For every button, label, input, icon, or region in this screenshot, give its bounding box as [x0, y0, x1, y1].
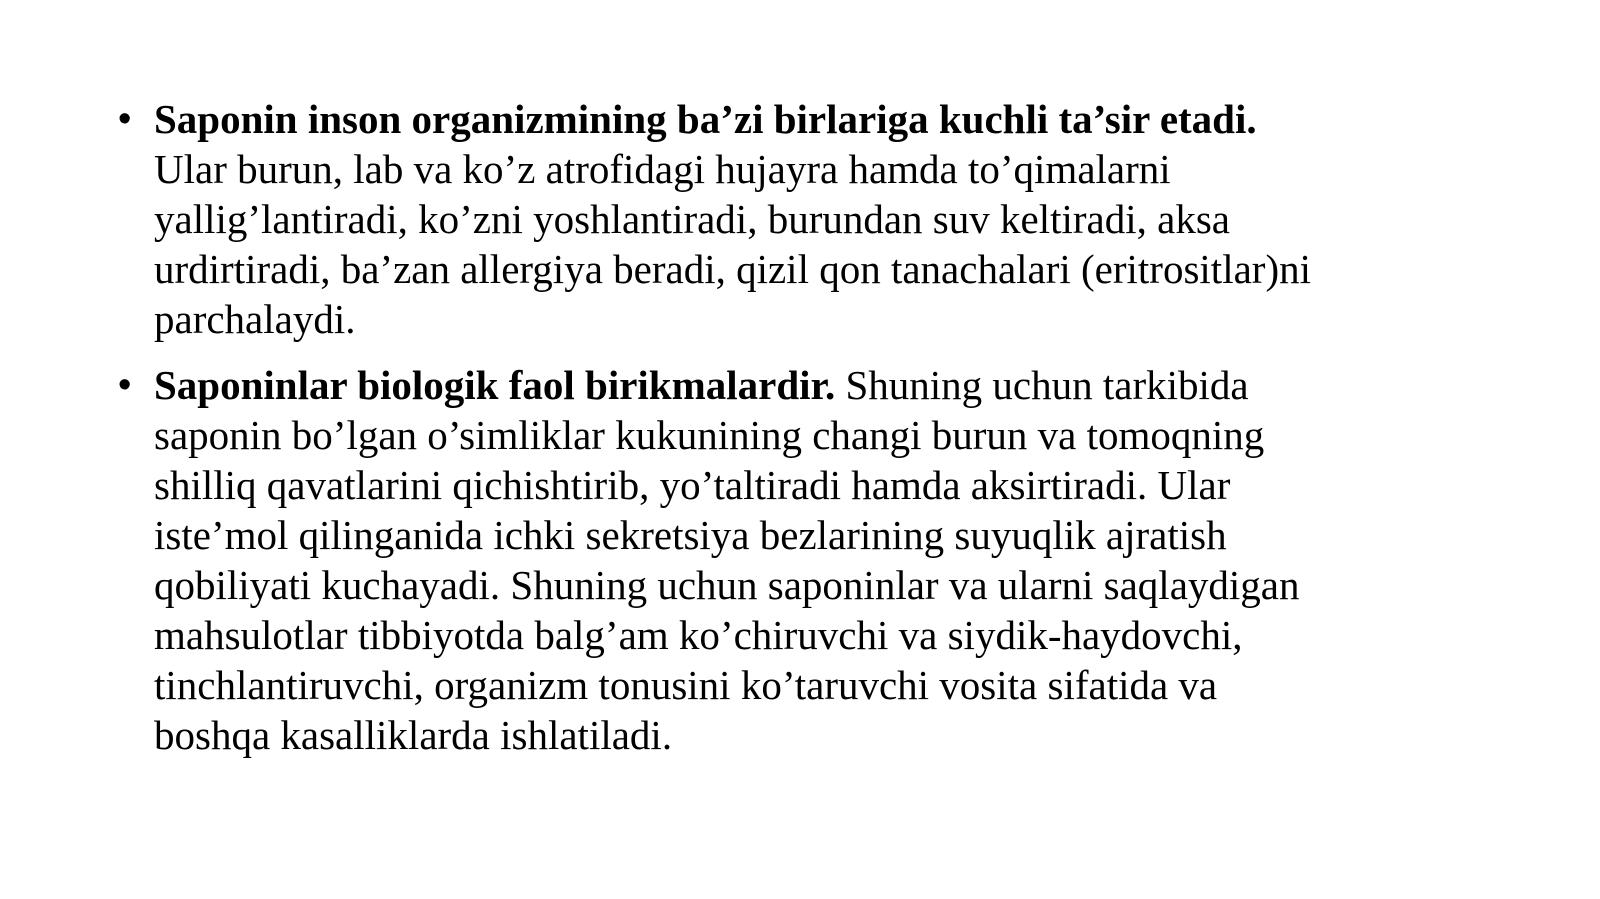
bullet-body-line: yallig’lantiradi, ko’zni yoshlantiradi, burundan suv keltiradi, aksa [154, 196, 1230, 242]
bullet-body-line: saponin bo’lgan o’simliklar kukunining changi burun va tomoqning [154, 412, 1265, 458]
bullet-icon: • [118, 364, 132, 406]
bullet-body-line: iste’mol qilinganida ichki sekretsiya bezlarining suyuqlik ajratish [154, 512, 1227, 558]
bullet-body-line: tinchlantiruvchi, organizm tonusini ko’taruvchi vosita sifatida va [154, 662, 1218, 708]
bullet-lead-text: Saponinlar biologik faol birikmalardir. [154, 362, 836, 408]
bullet-body-line: Shuning uchun tarkibida [835, 362, 1249, 408]
bullet-item-saponin-effects [118, 94, 1518, 344]
bullet-body-line: Ular burun, lab va ko’z atrofidagi hujayra hamda to’qimalarni [154, 146, 1171, 192]
bullet-icon: • [118, 98, 132, 140]
bullet-body-line: mahsulotlar tibbiyotda balg’am ko’chiruvchi va siydik-haydovchi, [154, 612, 1243, 658]
bullet-list [118, 94, 1518, 776]
bullet-body-line: boshqa kasalliklarda ishlatiladi. [154, 712, 673, 758]
bullet-body-line: shilliq qavatlarini qichishtirib, yo’taltiradi hamda aksirtiradi. Ular [154, 462, 1231, 508]
bullet-lead-text: Saponin inson organizmining ba’zi birlariga kuchli ta’sir etadi. [154, 96, 1257, 142]
bullet-body-line: qobiliyati kuchayadi. Shuning uchun saponinlar va ularni saqlaydigan [154, 562, 1300, 608]
bullet-body-line: parchalaydi. [154, 296, 356, 342]
bullet-item-saponin-biology [118, 360, 1518, 760]
bullet-body-line: urdirtiradi, ba’zan allergiya beradi, qizil qon tanachalari (eritrositlar)ni [154, 246, 1311, 292]
